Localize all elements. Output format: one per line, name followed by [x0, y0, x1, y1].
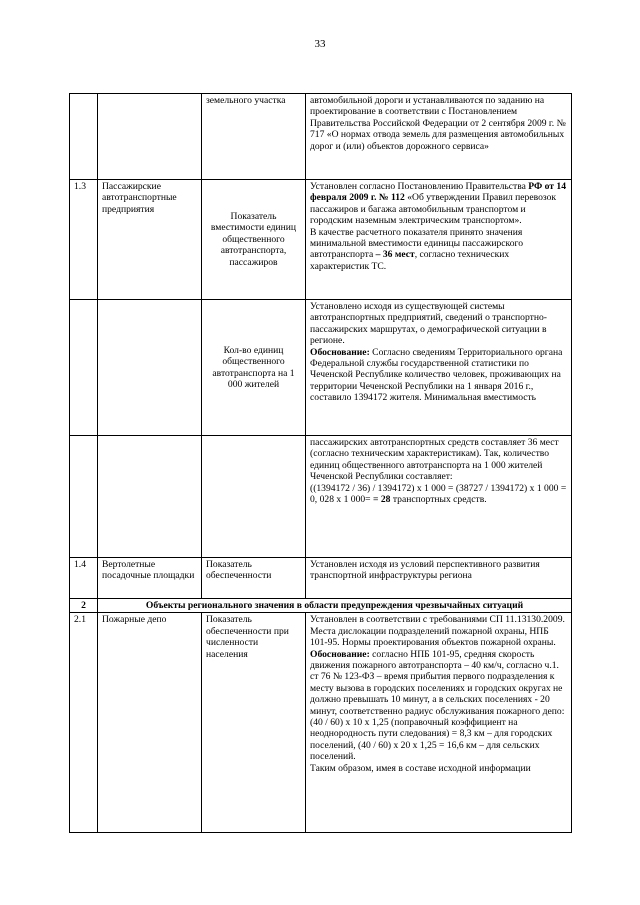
description-paragraph: Установлен исходя из условий перспективного развития транспортной инфраструктуры региона	[310, 559, 540, 582]
row-number	[70, 300, 98, 436]
description-paragraph	[310, 483, 567, 506]
description-paragraph: Таким образом, имея в составе исходной информации	[310, 762, 531, 774]
description-paragraph	[310, 227, 567, 273]
description	[306, 613, 572, 833]
table-row	[70, 436, 572, 558]
object-name: Вертолетные посадочные площадки	[98, 558, 202, 599]
page-number: 33	[314, 38, 326, 50]
text-run: В качестве расчетного показателя принято значения минимальной вместимости единицы пассажирского автотранспорта	[310, 226, 524, 261]
indicator-name: земельного участка	[202, 94, 306, 180]
object-name	[98, 300, 202, 436]
indicator-name: Показатель вместимости единиц общественного автотранспорта, пассажиров	[202, 180, 306, 300]
row-number	[70, 94, 98, 180]
text-run: согласно НПБ 101-95, средняя скорость движения пожарного автотранспорта – 40 км/ч, согласно ч.1. ст 76 № 123-ФЗ – время прибытия первого подразделения к месту вызова в городских поселениях и городских округах не должно превышать 10 минут, а в сельских поселениях - 20 минут, соответственно радиус обслуживания пожарного депо: (40 / 60) х 10 х 1,25 (поправочный коэффициент на неоднородность пути следования) = 8,3 км – для городских поселений, (40 / 60) х 20 х 1,25 = 16,6 км – для сельских поселений.	[310, 648, 565, 763]
row-number	[70, 436, 98, 558]
table-row	[70, 180, 572, 300]
description	[306, 436, 572, 558]
object-name	[98, 436, 202, 558]
description-paragraph	[310, 181, 567, 227]
bold-text-run: Обоснование:	[310, 648, 370, 660]
text-run: транспортных средств.	[390, 494, 487, 506]
description-paragraph: Установлен в соответствии с требованиями СП 11.13130.2009. Места дислокации подразделений пожарной охраны, НПБ 101-95. Нормы проектирования объектов пожарной охраны.	[310, 614, 565, 649]
object-name: Пожарные депо	[98, 613, 202, 833]
normatives-table	[69, 93, 572, 833]
description	[306, 94, 572, 180]
row-number: 1.3	[70, 180, 98, 300]
description-paragraph: Установлено исходя из существующей системы автотранспортных предприятий, сведений о транспортно-пассажирских маршрутах, о демографической ситуации в регионе.	[310, 301, 547, 347]
table-row	[70, 613, 572, 833]
indicator-name: Показатель обеспеченности	[202, 558, 306, 599]
section-header-row	[70, 599, 572, 613]
description-paragraph	[310, 347, 567, 404]
indicator-name	[202, 436, 306, 558]
text-run: «Об утверждении Правил перевозок пассажиров и багажа автомобильным транспортом и городским наземным электрическим транспортом».	[310, 192, 557, 227]
description	[306, 300, 572, 436]
indicator-name: Кол-во единиц общественного автотранспорта на 1 000 жителей	[202, 300, 306, 436]
row-number: 2.1	[70, 613, 98, 833]
text-run: Согласно сведениям Территориального органа Федеральной службы государственной статистики по Чеченской Республике количество человек, проживающих на территории Чеченской Республики на 1 января 2016 г., составило 1394172 жителя. Минимальная вместимость	[310, 346, 563, 404]
description	[306, 558, 572, 599]
indicator-name: Показатель обеспеченности при численности населения	[202, 613, 306, 833]
bold-text-run: = 28	[372, 494, 391, 506]
text-run: , согласно технических характеристик ТС.	[310, 249, 510, 272]
description-paragraph: автомобильной дороги и устанавливаются по заданию на проектирование в соответствии с Постановлением Правительства Российской Федерации от 2 сентября 2009 г. № 717 «О нормах отвода земель для размещения автомобильных дорог и (или) объектов дорожного сервиса»	[310, 95, 566, 152]
table-row	[70, 94, 572, 180]
text-run: ((1394172 / 36) / 1394172) х 1 000 = (38727 / 1394172) х 1 000 = 0, 028 х 1 000=	[310, 482, 567, 506]
object-name: Пассажирские автотранспортные предприятия	[98, 180, 202, 300]
description-paragraph	[310, 649, 567, 763]
description	[306, 180, 572, 300]
description-paragraph: пассажирских автотранспортных средств составляет 36 мест (согласно техническим характеристикам). Так, количество единиц общественного автотранспорта на 1 000 жителей Чеченской Республики составляет:	[310, 437, 559, 483]
section-title: Объекты регионального значения в области предупреждения чрезвычайных ситуаций	[98, 599, 572, 613]
section-number: 2	[70, 599, 98, 613]
object-name	[98, 94, 202, 180]
bold-text-run: Обоснование:	[310, 346, 370, 358]
text-run: Установлен согласно Постановлению Правительства	[310, 181, 529, 192]
table-row	[70, 558, 572, 599]
bold-text-run: – 36 мест	[375, 249, 415, 261]
table-row	[70, 300, 572, 436]
bold-text-run: РФ от 14 февраля 2009 г. № 112	[310, 181, 567, 204]
row-number: 1.4	[70, 558, 98, 599]
